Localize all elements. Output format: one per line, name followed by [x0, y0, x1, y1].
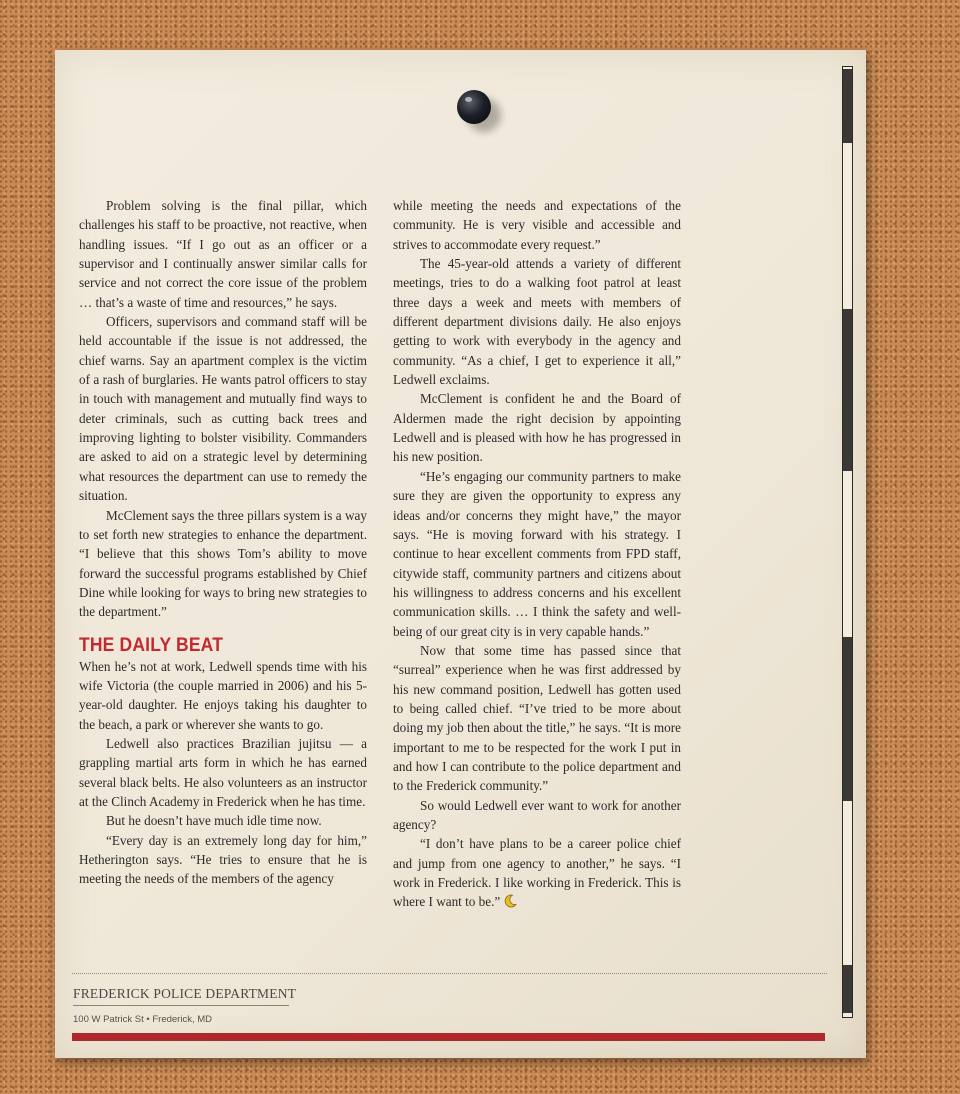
- paragraph: “He’s engaging our community partners to make sure they are given the opportunity to express any ideas and/or concerns they might have,” the mayor says. “He is moving forward with his strategy. I continue to hear excellent comments from FPD staff, citywide staff, community partners and citizens about his willingness to address concerns and his excellent communication skills. … I think the safety and well-being of our great city is in very capable hands.”: [393, 468, 681, 639]
- section-heading: THE DAILY BEAT: [79, 634, 224, 656]
- crescent-moon-icon: [503, 894, 517, 908]
- binding-strip: [842, 66, 853, 1018]
- paragraph: McClement says the three pillars system is a way to set forth new strategies to enhance the department. “I believe that this shows Tom’s ability to move forward the successful programs established by Chief Dine while looking for ways to bring new strategies to the department.”: [79, 507, 367, 620]
- paragraph: The 45-year-old attends a variety of different meetings, tries to do a walking foot patrol at least three days a week and meets with members of different department divisions daily. He also enjoys getting to work with everybody in the agency and community. “As a chief, I get to experience it all,” Ledwell exclaims.: [393, 256, 681, 388]
- footer-title-underline: [73, 1005, 289, 1006]
- paragraph: So would Ledwell ever want to work for another agency?: [393, 797, 681, 832]
- paragraph-final-text: “I don’t have plans to be a career police chief and jump from one agency to another,” he says. “I work in Frederick. I like working in Frederick. This is where I want to be.”: [393, 836, 681, 910]
- paragraph: while meeting the needs and expectations of the community. He is very visible and accessible and strives to accommodate every request.”: [393, 198, 681, 252]
- article-column-left: [79, 196, 367, 889]
- pushpin-icon: [457, 90, 491, 124]
- paragraph: “Every day is an extremely long day for him,” Hetherington says. “He tries to ensure that he is meeting the needs of the members of the agency: [79, 832, 367, 887]
- paragraph: When he’s not at work, Ledwell spends time with his wife Victoria (the couple married in 2006) and his 5-year-old daughter. He enjoys taking his daughter to the beach, a park or wherever she wants to go.: [79, 658, 367, 732]
- paragraph-final: [393, 834, 681, 911]
- footer-accent-bar: [72, 1033, 825, 1041]
- paragraph: Ledwell also practices Brazilian jujitsu — a grappling martial arts form in which he has earned several black belts. He also volunteers as an instructor at the Clinch Academy in Frederick when he has time.: [79, 735, 367, 809]
- binding-segment: [843, 69, 852, 143]
- binding-segment: [843, 309, 852, 471]
- paragraph: Officers, supervisors and command staff will be held accountable if the issue is not addressed, the chief warns. Say an apartment complex is the victim of a rash of burglaries. He wants patrol officers to stay in touch with management and mutually find ways to deter criminals, such as cutting back trees and improving lighting to bolster visibility. Commanders are asked to aid on a strategic level by determining what resources the department can use to remedy the situation.: [79, 314, 367, 504]
- binding-segment: [843, 965, 852, 1013]
- paragraph: But he doesn’t have much idle time now.: [106, 813, 322, 829]
- binding-segment: [843, 637, 852, 801]
- paragraph: Problem solving is the final pillar, which challenges his staff to be proactive, not reactive, when handling issues. “If I go out as an officer or a supervisor and I continually answer similar calls for service and not correct the core issue of the problem … that’s a waste of time and resources,” he says.: [79, 198, 367, 310]
- footer-address: 100 W Patrick St • Frederick, MD: [73, 1014, 212, 1025]
- footer-title: FREDERICK POLICE DEPARTMENT: [73, 986, 297, 1001]
- footer-divider: [72, 973, 827, 974]
- paragraph: Now that some time has passed since that “surreal” experience when he was first addressed by his new command position, Ledwell has gotten used to being called chief. “I’ve tried to be more about doing my job then about the title,” he says. “It is more important to me to be respected for the work I put in and how I can contribute to the police department and to the Frederick community.”: [393, 642, 681, 794]
- article-column-right: [393, 196, 681, 912]
- paragraph: McClement is confident he and the Board of Aldermen made the right decision by appointing Ledwell and is pleased with how he has progressed in his new position.: [393, 391, 681, 465]
